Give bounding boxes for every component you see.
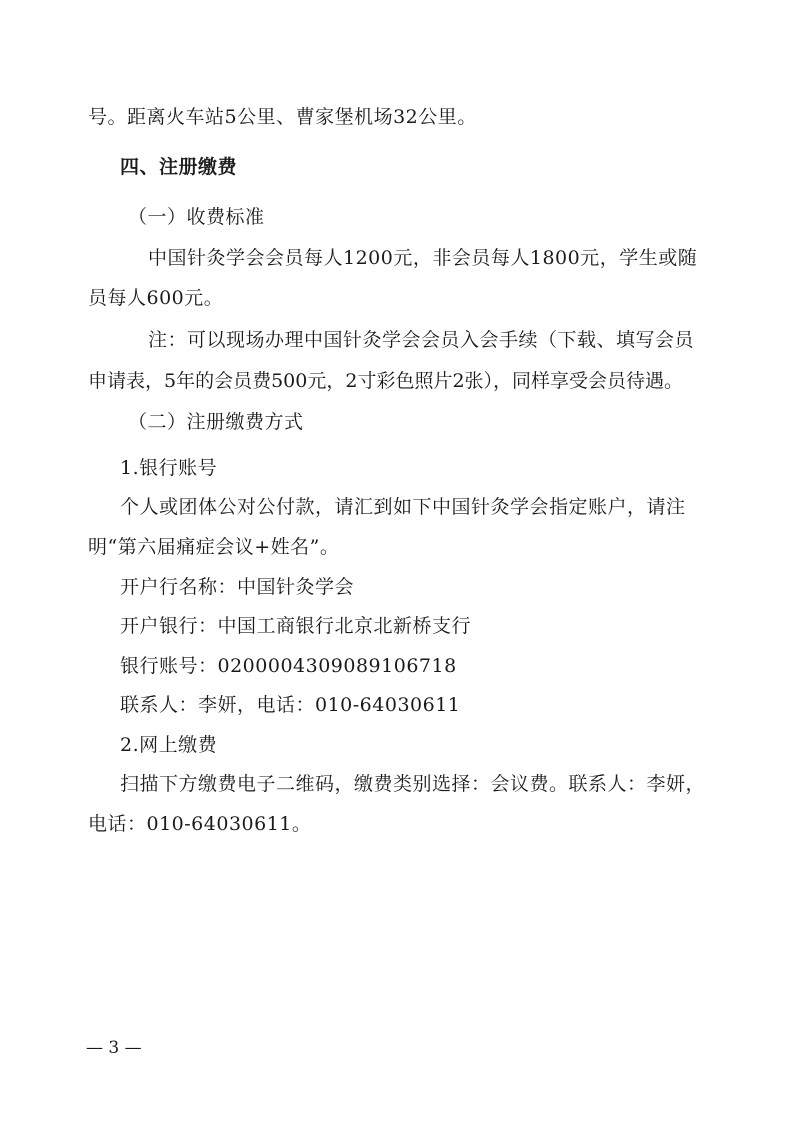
note-paragraph-line-2: 申请表，5年的会员费500元，2寸彩色照片2张），同样享受会员待遇。 xyxy=(88,370,684,392)
fee-paragraph-line-2: 员每人600元。 xyxy=(88,287,224,309)
bank-instructions-line-1: 个人或团体公对公付款，请汇到如下中国针灸学会指定账户，请注 xyxy=(120,496,686,518)
bank-account-heading: 1.银行账号 xyxy=(120,457,218,479)
online-payment-line-1: 扫描下方缴费电子二维码，缴费类别选择：会议费。联系人：李妍， xyxy=(120,773,706,795)
note-paragraph-line-1: 注：可以现场办理中国针灸学会会员入会手续（下载、填写会员 xyxy=(148,329,695,351)
fee-paragraph-line-1: 中国针灸学会会员每人1200元，非会员每人1800元，学生或随 xyxy=(148,247,698,269)
bank-instructions-line-2: 明“第六届痛症会议+姓名”。 xyxy=(88,536,340,558)
subsection-heading-fee-standard: （一）收费标准 xyxy=(128,206,265,228)
text-line-location: 号。距离火车站5公里、曹家堡机场32公里。 xyxy=(88,106,477,128)
section-heading-registration: 四、注册缴费 xyxy=(120,156,238,178)
contact-info: 联系人：李妍，电话：010-64030611 xyxy=(120,694,461,716)
page-number: — 3 — xyxy=(86,1038,142,1058)
online-payment-line-2: 电话：010-64030611。 xyxy=(88,813,312,835)
online-payment-heading: 2.网上缴费 xyxy=(120,734,218,756)
subsection-heading-payment-methods: （二）注册缴费方式 xyxy=(128,411,304,433)
account-holder-name: 开户行名称：中国针灸学会 xyxy=(120,576,355,598)
account-number: 银行账号：0200004309089106718 xyxy=(120,655,457,677)
account-bank-name: 开户银行：中国工商银行北京北新桥支行 xyxy=(120,615,472,637)
